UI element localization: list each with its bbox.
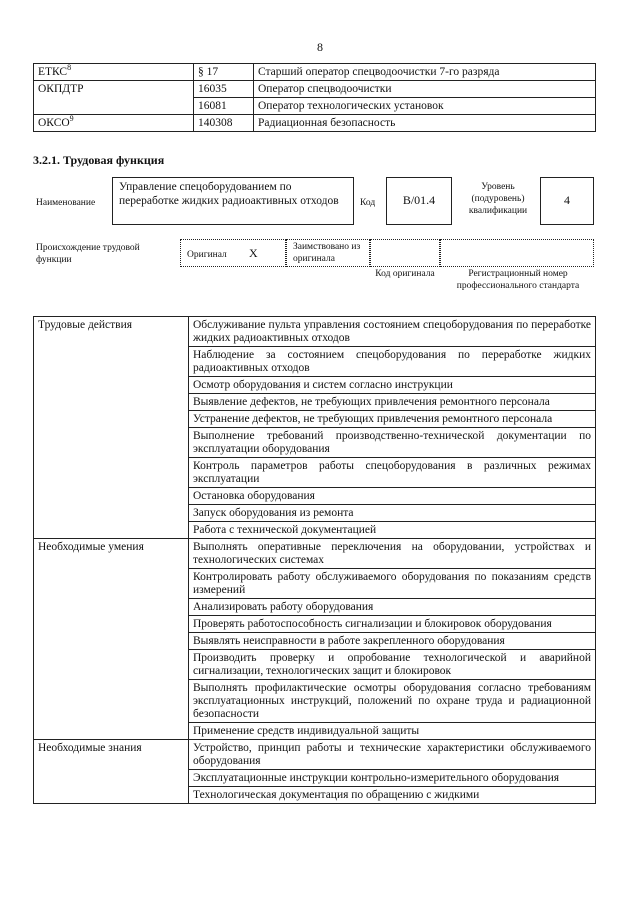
item-cell: Выполнять оперативные переключения на оборудовании, устройствах и технологических системах xyxy=(189,539,596,569)
item-cell: Выявление дефектов, не требующих привлечения ремонтного персонала xyxy=(189,394,596,411)
item-cell: Анализировать работу оборудования xyxy=(189,599,596,616)
item-cell: Обслуживание пульта управления состоянием спецоборудования по переработке жидких радиоактивных отходов xyxy=(189,317,596,347)
item-cell: Выполнение требований производственно-технической документации по эксплуатации оборудования xyxy=(189,428,596,458)
classifier-code: 16081 xyxy=(194,98,254,115)
category-cell: Необходимые знания xyxy=(34,740,189,804)
reg-caption: Регистрационный номер профессионального стандарта xyxy=(456,269,580,291)
item-cell: Устранение дефектов, не требующих привлечения ремонтного персонала xyxy=(189,411,596,428)
origin-label: Происхождение трудовой функции xyxy=(36,243,140,265)
classification-row xyxy=(34,64,596,81)
table-row xyxy=(34,539,596,569)
origin-borrowed-box xyxy=(286,239,370,267)
borrowed-label: Заимствовано из оригинала xyxy=(293,242,361,264)
table-row xyxy=(34,740,596,770)
classification-row xyxy=(34,81,596,98)
code-caption: Код оригинала xyxy=(375,269,435,279)
origin-reg-box xyxy=(440,239,594,267)
name-label: Наименование xyxy=(36,198,96,208)
footnote-ref: 9 xyxy=(69,114,74,124)
function-details-table xyxy=(33,316,596,804)
item-cell: Наблюдение за состоянием спецоборудования по переработке жидких радиоактивных отходов xyxy=(189,347,596,377)
classifier-title: Оператор технологических установок xyxy=(254,98,596,115)
item-cell: Запуск оборудования из ремонта xyxy=(189,505,596,522)
classification-row xyxy=(34,98,596,115)
item-cell: Контроль параметров работы спецоборудования в различных режимах эксплуатации xyxy=(189,458,596,488)
code-label: Код xyxy=(360,198,376,208)
level-value: 4 xyxy=(564,193,570,207)
item-cell: Выявлять неисправности в работе закрепленного оборудования xyxy=(189,633,596,650)
origin-original-box xyxy=(180,239,286,267)
item-cell: Контролировать работу обслуживаемого оборудования по показаниям средств измерений xyxy=(189,569,596,599)
original-label: Оригинал xyxy=(187,250,227,260)
classifier-title: Радиационная безопасность xyxy=(254,115,596,132)
item-cell: Технологическая документация по обращению с жидкими xyxy=(189,787,596,804)
item-cell: Выполнять профилактические осмотры оборудования согласно требованиям эксплуатационных инструкций, положений по охране труда и радиационной безопасности xyxy=(189,680,596,723)
category-cell: Трудовые действия xyxy=(34,317,189,539)
item-cell: Устройство, принцип работы и технические характеристики обслуживаемого оборудования xyxy=(189,740,596,770)
original-mark: X xyxy=(249,246,258,260)
classification-table xyxy=(33,63,596,132)
item-cell: Проверять работоспособность сигнализации и блокировок оборудования xyxy=(189,616,596,633)
classifier-name: ЕТКС xyxy=(38,66,68,78)
function-code-box xyxy=(386,177,452,225)
item-cell: Работа с технической документацией xyxy=(189,522,596,539)
page-number: 8 xyxy=(317,40,323,54)
item-cell: Остановка оборудования xyxy=(189,488,596,505)
classifier-code: 16035 xyxy=(194,81,254,98)
level-label: Уровень (подуровень) квалификации xyxy=(468,182,528,216)
section-title: 3.2.1. Трудовая функция xyxy=(33,153,165,167)
classifier-name: ОКПДТР xyxy=(38,83,84,95)
function-details-body xyxy=(34,317,596,804)
classifier-name: ОКСО xyxy=(38,117,70,129)
function-name: Управление спецоборудованием по переработке жидких радиоактивных отходов xyxy=(119,181,339,207)
item-cell: Производить проверку и опробование технологической и аварийной сигнализации, технологических защит и блокировок xyxy=(189,650,596,680)
function-name-box xyxy=(112,177,354,225)
classification-row xyxy=(34,115,596,132)
classifier-title: Старший оператор спецводоочистки 7-го разряда xyxy=(254,64,596,81)
footnote-ref: 8 xyxy=(67,63,72,73)
table-row xyxy=(34,317,596,347)
item-cell: Эксплуатационные инструкции контрольно-измерительного оборудования xyxy=(189,770,596,787)
level-box xyxy=(540,177,594,225)
classifier-code: § 17 xyxy=(194,64,254,81)
origin-code-box xyxy=(370,239,440,267)
category-cell: Необходимые умения xyxy=(34,539,189,740)
classifier-code: 140308 xyxy=(194,115,254,132)
classifier-title: Оператор спецводоочистки xyxy=(254,81,596,98)
item-cell: Осмотр оборудования и систем согласно инструкции xyxy=(189,377,596,394)
function-code: B/01.4 xyxy=(402,193,436,207)
item-cell: Применение средств индивидуальной защиты xyxy=(189,723,596,740)
